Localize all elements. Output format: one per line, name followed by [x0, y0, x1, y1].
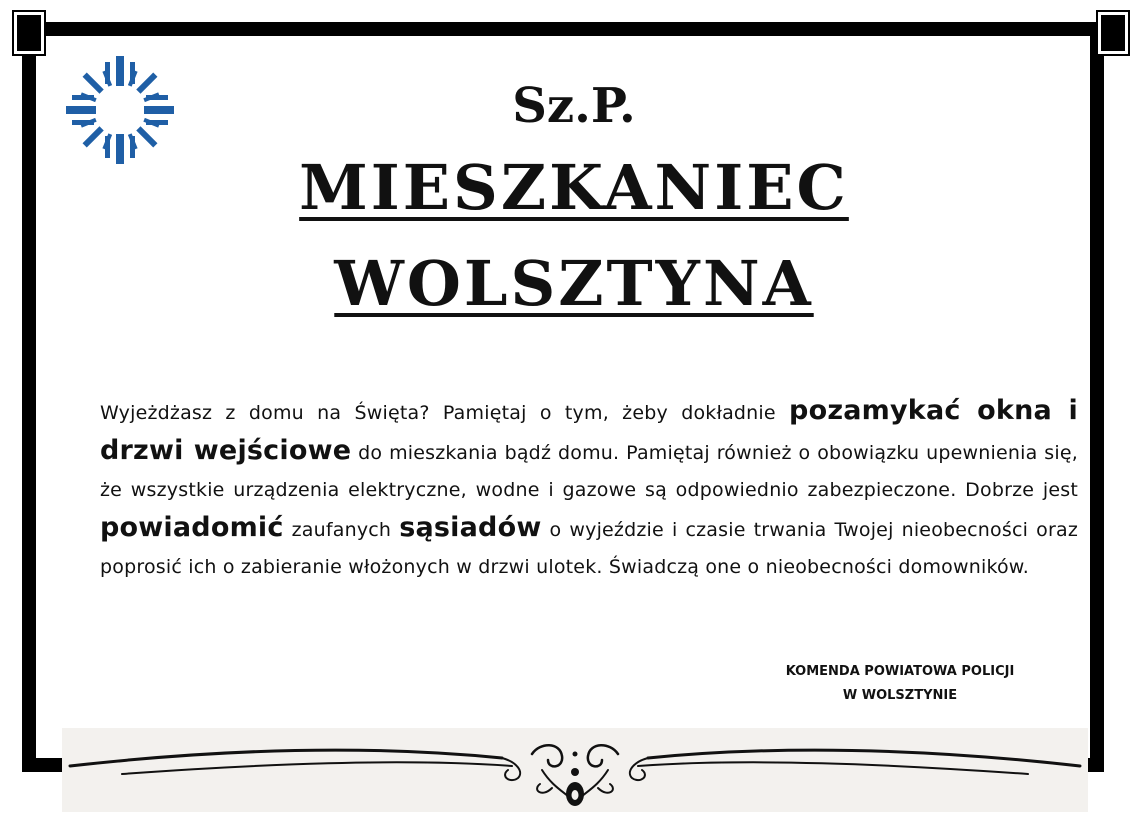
frame-right-border [1090, 26, 1104, 772]
body-text [100, 392, 1078, 586]
emphasis-neighbours: sąsiadów [399, 512, 542, 543]
flourish-ornament-icon [62, 728, 1088, 812]
title-line-2: WOLSZTYNA [334, 247, 814, 320]
body-segment: do mieszkania bądź domu. Pamiętaj również o obowiązku upewnienia się, że wszystkie urządzenia elektryczne, wodne i gazowe są odpowiednio zabezpieczone. Dobrze jest [100, 442, 1078, 501]
body-segment: zaufanych [283, 519, 400, 541]
frame-corner-top-right [1098, 12, 1128, 54]
ornament-band [62, 728, 1088, 812]
frame-top-border [24, 22, 1118, 36]
emphasis-close-windows: pozamykać okna i drzwi wejściowe [100, 395, 1078, 466]
frame-left-border [22, 26, 36, 772]
title-line-1: MIESZKANIEC [299, 151, 849, 224]
emphasis-notify: powiadomić [100, 512, 284, 543]
salutation: Sz.P. [512, 78, 636, 134]
signature-line-1: KOMENDA POWIATOWA POLICJI [785, 664, 1015, 679]
signature [740, 660, 1060, 708]
body-segment: o wyjeździe i czasie trwania Twojej nieobecności oraz poprosić ich o zabieranie włożonych w drzwi ulotek. Świadczą one o nieobecności domowników. [100, 519, 1078, 578]
body-segment: Wyjeżdżasz z domu na Święta? Pamiętaj o tym, żeby dokładnie [100, 402, 790, 424]
signature-line-2: W WOLSZTYNIE [842, 688, 958, 703]
frame-corner-top-left [14, 12, 44, 54]
